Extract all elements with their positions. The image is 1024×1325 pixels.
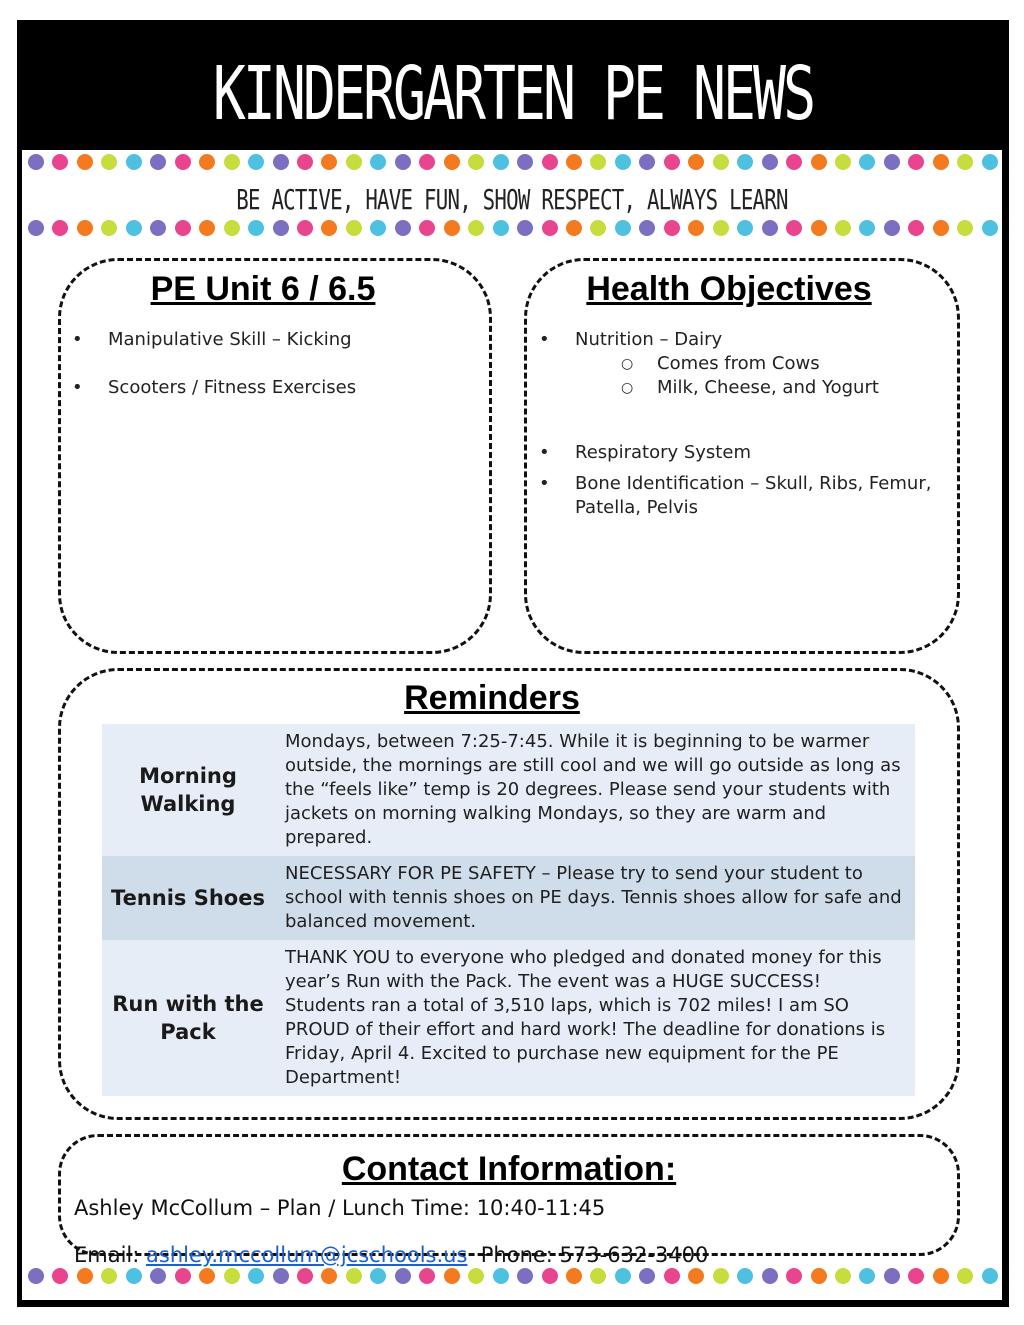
decorative-dot [28,154,44,170]
decorative-dot [126,1268,142,1284]
decorative-dot [297,220,313,236]
decorative-dot [590,1268,606,1284]
list-item: • Nutrition – Dairy [539,329,723,350]
decorative-dot [224,154,240,170]
decorative-dot [273,154,289,170]
decorative-dot [908,220,924,236]
decorative-dot [957,154,973,170]
decorative-dot [321,154,337,170]
decorative-dot [297,1268,313,1284]
list-item: • Manipulative Skill – Kicking [72,329,352,350]
decorative-dot [297,154,313,170]
table-row [102,940,915,1096]
decorative-dot [468,1268,484,1284]
reminder-text: NECESSARY FOR PE SAFETY – Please try to send your student to school with tennis shoes on PE days. Tennis shoes allow for safe and balanced movement. [285,863,902,932]
decorative-dot [28,1268,44,1284]
decorative-dot [590,220,606,236]
decorative-dot [273,220,289,236]
decorative-dot [175,1268,191,1284]
decorative-dot [688,154,704,170]
phone-number: Phone: 573-632-3400 [467,1243,709,1267]
reminders-table [102,724,915,1096]
decorative-dot [615,220,631,236]
decorative-dot [493,1268,509,1284]
decorative-dot [762,220,778,236]
decorative-dot [762,1268,778,1284]
decorative-dot [224,220,240,236]
decorative-dot [811,1268,827,1284]
decorative-dot [835,154,851,170]
decorative-dot [150,154,166,170]
decorative-dot [248,154,264,170]
table-row [102,856,915,940]
decorative-dot [419,220,435,236]
decorative-dot [884,154,900,170]
reminder-label: Tennis Shoes [111,886,265,910]
bullet-icon: • [539,442,550,463]
list-item: • Respiratory System [539,442,751,463]
decorative-dot [859,1268,875,1284]
reminder-label: Morning Walking [139,764,237,816]
decorative-dot [493,220,509,236]
decorative-dot [77,154,93,170]
decorative-dot [126,154,142,170]
decorative-dot [517,220,533,236]
decorative-dot [737,1268,753,1284]
decorative-dot [835,220,851,236]
list-subitem: ○ Comes from Cows [621,353,820,374]
list-subitem: ○ Milk, Cheese, and Yogurt [621,377,879,398]
reminder-label: Run with the Pack [112,992,264,1044]
decorative-dot [713,154,729,170]
decorative-dot [321,1268,337,1284]
decorative-dot [688,220,704,236]
decorative-dot [248,1268,264,1284]
decorative-dot [346,220,362,236]
decorative-dot [542,220,558,236]
reminder-text: Mondays, between 7:25-7:45. While it is beginning to be warmer outside, the mornings are still cool and we will go outside as long as the “feels like” temp is 20 degrees. Please send your students with jackets on morning walking Mondays, so they are warm and prepared. [285,731,901,848]
decorative-dot [884,220,900,236]
decorative-dot [28,220,44,236]
decorative-dot [664,154,680,170]
decorative-dot [395,220,411,236]
health-objectives-list [539,328,935,520]
decorative-dot [419,154,435,170]
decorative-dot [52,1268,68,1284]
decorative-dot [590,154,606,170]
decorative-dot [908,1268,924,1284]
decorative-dot [370,220,386,236]
decorative-dot [321,220,337,236]
email-link[interactable]: ashley.mccollum@jcschools.us [146,1243,468,1267]
subtitle: BE ACTIVE, HAVE FUN, SHOW RESPECT, ALWAYS LEARN [236,183,788,216]
decorative-dot [224,1268,240,1284]
dot-border-top [28,152,998,172]
circle-bullet-icon: ○ [621,356,634,372]
decorative-dot [52,154,68,170]
bullet-icon: • [539,473,550,494]
decorative-dot [542,1268,558,1284]
list-item: • Scooters / Fitness Exercises [72,377,357,398]
decorative-dot [786,220,802,236]
decorative-dot [52,220,68,236]
decorative-dot [664,220,680,236]
decorative-dot [933,154,949,170]
decorative-dot [566,1268,582,1284]
decorative-dot [811,154,827,170]
decorative-dot [273,1268,289,1284]
health-objectives-title: Health Objectives [586,270,872,308]
pe-unit-box [58,258,492,654]
decorative-dot [101,1268,117,1284]
contact-plan-time: Ashley McCollum – Plan / Lunch Time: 10:40-11:45 [74,1196,606,1220]
decorative-dot [982,1268,998,1284]
decorative-dot [688,1268,704,1284]
decorative-dot [493,154,509,170]
decorative-dot [933,1268,949,1284]
decorative-dot [370,1268,386,1284]
decorative-dot [248,220,264,236]
decorative-dot [346,1268,362,1284]
decorative-dot [639,1268,655,1284]
reminders-title: Reminders [404,679,580,717]
decorative-dot [933,220,949,236]
decorative-dot [77,1268,93,1284]
decorative-dot [859,220,875,236]
decorative-dot [737,154,753,170]
dot-border-middle [28,218,998,238]
decorative-dot [101,154,117,170]
decorative-dot [713,220,729,236]
decorative-dot [639,154,655,170]
table-row [102,724,915,856]
decorative-dot [395,1268,411,1284]
decorative-dot [175,154,191,170]
decorative-dot [419,1268,435,1284]
decorative-dot [786,1268,802,1284]
decorative-dot [395,154,411,170]
decorative-dot [444,1268,460,1284]
decorative-dot [444,220,460,236]
decorative-dot [517,1268,533,1284]
decorative-dot [468,220,484,236]
decorative-dot [346,154,362,170]
decorative-dot [859,154,875,170]
decorative-dot [615,154,631,170]
decorative-dot [517,154,533,170]
decorative-dot [150,1268,166,1284]
decorative-dot [811,220,827,236]
list-item: • Bone Identification – Skull, Ribs, Femur, Patella, Pelvis [539,473,932,518]
decorative-dot [175,220,191,236]
decorative-dot [542,154,558,170]
bullet-icon: • [72,377,83,398]
decorative-dot [126,220,142,236]
pe-unit-list [72,328,478,400]
decorative-dot [786,154,802,170]
decorative-dot [982,220,998,236]
decorative-dot [566,220,582,236]
decorative-dot [101,220,117,236]
reminder-text: THANK YOU to everyone who pledged and donated money for this year’s Run with the Pack. The event was a HUGE SUCCESS! Students ran a total of 3,510 laps, which is 702 miles! I am SO PROUD of their effort and hard work! The deadline for donations is Friday, April 4. Excited to purchase new equipment for the PE Department! [285,947,886,1088]
decorative-dot [150,220,166,236]
circle-bullet-icon: ○ [621,380,634,396]
decorative-dot [444,154,460,170]
decorative-dot [762,154,778,170]
decorative-dot [982,154,998,170]
email-label: Email: [74,1243,147,1267]
contact-title: Contact Information: [341,1150,677,1188]
bullet-icon: • [72,329,83,350]
pe-unit-title: PE Unit 6 / 6.5 [150,270,376,308]
decorative-dot [957,1268,973,1284]
decorative-dot [199,220,215,236]
decorative-dot [737,220,753,236]
decorative-dot [199,1268,215,1284]
decorative-dot [370,154,386,170]
page-title: KINDERGARTEN PE NEWS [212,51,814,137]
decorative-dot [908,154,924,170]
decorative-dot [884,1268,900,1284]
decorative-dot [468,154,484,170]
decorative-dot [713,1268,729,1284]
decorative-dot [615,1268,631,1284]
decorative-dot [957,220,973,236]
decorative-dot [639,220,655,236]
decorative-dot [664,1268,680,1284]
dot-border-bottom [28,1266,998,1286]
decorative-dot [566,154,582,170]
decorative-dot [199,154,215,170]
decorative-dot [835,1268,851,1284]
decorative-dot [77,220,93,236]
bullet-icon: • [539,329,550,350]
